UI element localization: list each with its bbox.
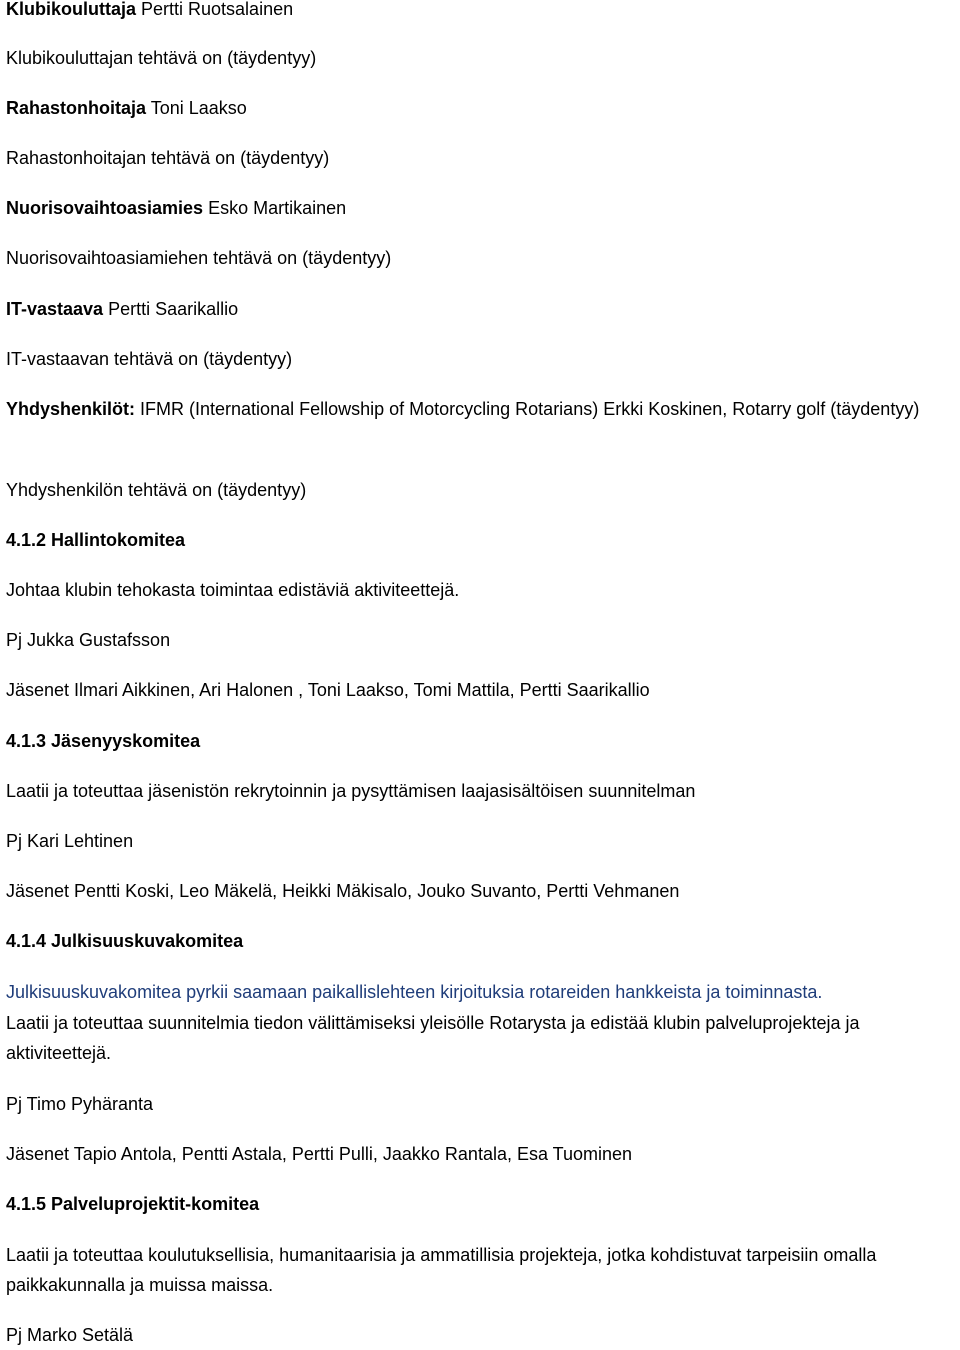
rahastonhoitaja-task: Rahastonhoitajan tehtävä on (täydentyy) <box>6 148 330 168</box>
role-label: IT-vastaava <box>6 299 104 319</box>
nuorisovaihto-task: Nuorisovaihtoasiamiehen tehtävä on (täydentyy) <box>6 248 392 268</box>
section-heading-julkisuus: 4.1.4 Julkisuuskuvakomitea <box>6 931 244 951</box>
person-name: Pertti Saarikallio <box>108 299 239 319</box>
hallinto-description: Johtaa klubin tehokasta toimintaa edistäviä aktiviteettejä. <box>6 580 460 600</box>
hallinto-members: Jäsenet Ilmari Aikkinen, Ari Halonen , Toni Laakso, Tomi Mattila, Pertti Saarikallio <box>6 680 650 700</box>
julkisuus-description: Laatii ja toteuttaa suunnitelmia tiedon välittämiseksi yleisölle Rotarysta ja edistää klubin palveluprojekteja ja aktiviteettejä. <box>6 1013 860 1063</box>
person-name: Pertti Ruotsalainen <box>141 0 294 19</box>
section-heading-jasenyys: 4.1.3 Jäsenyyskomitea <box>6 731 201 751</box>
role-label: Nuorisovaihtoasiamies <box>6 198 204 218</box>
it-vastaava-task: IT-vastaavan tehtävä on (täydentyy) <box>6 349 293 369</box>
jasenyys-description: Laatii ja toteuttaa jäsenistön rekrytoinnin ja pysyttämisen laajasisältöisen suunnitelman <box>6 781 696 801</box>
julkisuus-highlight: Julkisuuskuvakomitea pyrkii saamaan paikallislehteen kirjoituksia rotareiden hankkeista ja toiminnasta. <box>6 982 823 1002</box>
palvelu-chair: Pj Marko Setälä <box>6 1325 134 1345</box>
person-name: Toni Laakso <box>150 98 247 118</box>
julkisuus-members: Jäsenet Tapio Antola, Pentti Astala, Pertti Pulli, Jaakko Rantala, Esa Tuominen <box>6 1144 633 1164</box>
it-vastaava-line <box>6 294 956 324</box>
julkisuus-chair: Pj Timo Pyhäranta <box>6 1094 154 1114</box>
section-heading-hallinto: 4.1.2 Hallintokomitea <box>6 530 186 550</box>
jasenyys-members: Jäsenet Pentti Koski, Leo Mäkelä, Heikki Mäkisalo, Jouko Suvanto, Pertti Vehmanen <box>6 881 680 901</box>
role-label: Rahastonhoitaja <box>6 98 147 118</box>
yhdyshenkilot-paragraph <box>6 394 956 424</box>
klubikouluttaja-task: Klubikouluttajan tehtävä on (täydentyy) <box>6 48 317 68</box>
hallinto-chair: Pj Jukka Gustafsson <box>6 630 171 650</box>
rahastonhoitaja-line <box>6 93 956 123</box>
palvelu-description: Laatii ja toteuttaa koulutuksellisia, humanitaarisia ja ammatillisia projekteja, jotka kohdistuvat tarpeisiin omalla paikkakunnalla ja muissa maissa. <box>6 1245 877 1295</box>
section-heading-palvelu: 4.1.5 Palveluprojektit-komitea <box>6 1194 260 1214</box>
yhdyshenkilo-task: Yhdyshenkilön tehtävä on (täydentyy) <box>6 480 307 500</box>
jasenyys-chair: Pj Kari Lehtinen <box>6 831 134 851</box>
role-label: Yhdyshenkilöt: <box>6 399 136 419</box>
yhdyshenkilot-text: IFMR (International Fellowship of Motorcycling Rotarians) Erkki Koskinen, Rotarry golf (täydentyy) <box>140 399 920 419</box>
person-name: Esko Martikainen <box>208 198 347 218</box>
role-label: Klubikouluttaja <box>6 0 136 19</box>
nuorisovaihto-line <box>6 193 956 223</box>
klubikouluttaja-line <box>6 0 956 24</box>
